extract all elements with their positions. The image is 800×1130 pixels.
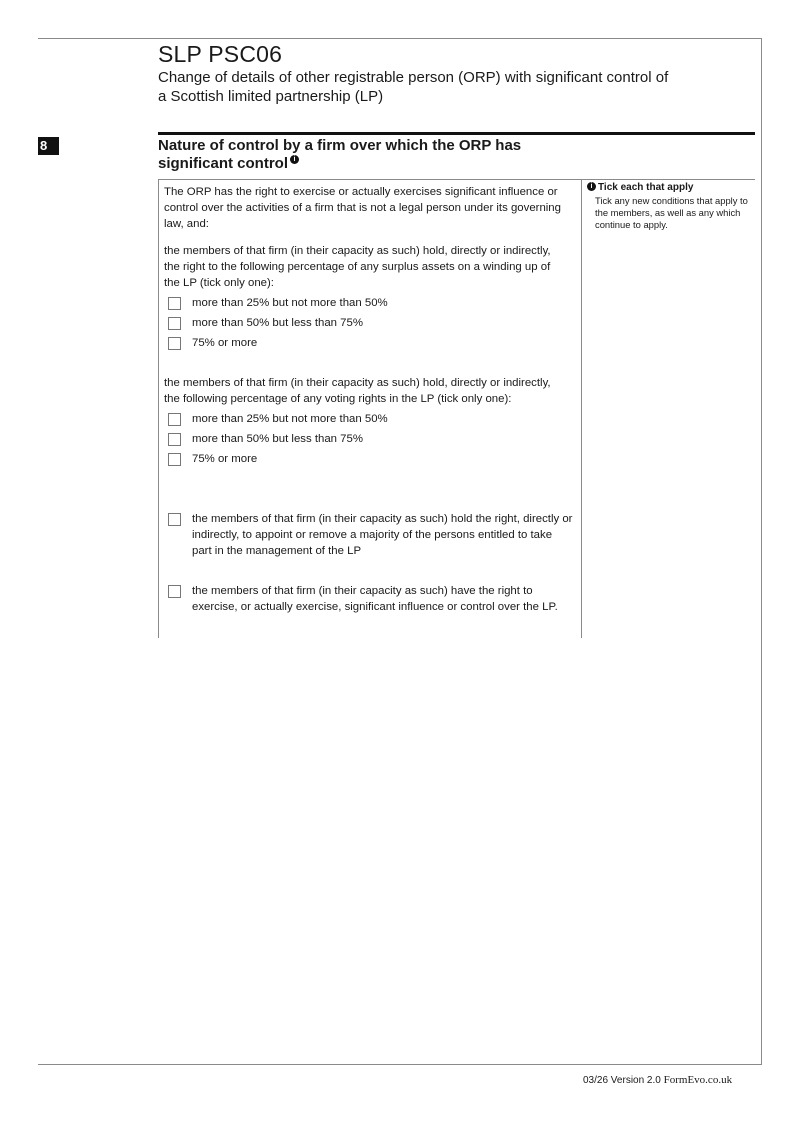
intro-text: The ORP has the right to exercise or actually exercises significant influence or control over the activities of a firm that is not a legal person under its governing law, and: (164, 186, 561, 230)
surplus-option-1-label: more than 25% but not more than 50% (192, 297, 388, 309)
form-box-left (158, 179, 159, 638)
voting-option-2-checkbox[interactable] (168, 433, 181, 446)
surplus-option-2-label: more than 50% but less than 75% (192, 317, 363, 329)
section-heading-text: Nature of control by a firm over which the ORP has significant control (158, 137, 522, 172)
guidance-body: Tick any new conditions that apply to the members, as well as any which continue to apply. (595, 195, 748, 230)
surplus-option-2[interactable] (168, 315, 363, 331)
voting-option-2[interactable] (168, 431, 363, 447)
guidance-info-icon: i (587, 182, 596, 191)
surplus-option-3-label: 75% or more (192, 337, 258, 349)
significant-influence-checkbox[interactable] (168, 585, 181, 598)
section-number: 8 (38, 137, 59, 155)
significant-influence-label: the members of that firm (in their capacity as such) have the right to exercise, or actually exercise, significant influence or control over the LP. (192, 585, 558, 613)
section-rule (158, 132, 755, 135)
significant-influence-option[interactable] (168, 583, 573, 615)
footer-version: 03/26 Version 2.0 (583, 1075, 661, 1086)
info-icon: i (290, 155, 299, 164)
appoint-remove-label: the members of that firm (in their capacity as such) hold the right, directly or indirectly, to appoint or remove a majority of the persons entitled to take part in the management of the LP (192, 513, 573, 557)
voting-rights-text: the members of that firm (in their capacity as such) hold, directly or indirectly, the following percentage of any voting rights in the LP (tick only one): (164, 377, 551, 405)
voting-option-1[interactable] (168, 411, 388, 427)
section-heading (158, 137, 538, 173)
voting-option-1-label: more than 25% but not more than 50% (192, 413, 388, 425)
top-rule (38, 38, 762, 39)
appoint-remove-checkbox[interactable] (168, 513, 181, 526)
voting-option-2-label: more than 50% but less than 75% (192, 433, 363, 445)
guidance-heading (587, 182, 693, 194)
voting-option-3-label: 75% or more (192, 453, 258, 465)
bottom-rule (38, 1064, 762, 1065)
form-box-right (581, 179, 582, 638)
appoint-remove-option[interactable] (168, 511, 573, 559)
form-box-top (158, 179, 582, 180)
form-code: SLP PSC06 (158, 41, 283, 67)
footer (583, 1073, 732, 1088)
guidance-heading-text: Tick each that apply (598, 182, 694, 193)
voting-option-1-checkbox[interactable] (168, 413, 181, 426)
surplus-option-2-checkbox[interactable] (168, 317, 181, 330)
voting-option-3-checkbox[interactable] (168, 453, 181, 466)
surplus-option-1[interactable] (168, 295, 388, 311)
footer-brand: FormEvo.co.uk (663, 1074, 733, 1086)
guidance-top-rule (581, 179, 755, 180)
surplus-option-3[interactable] (168, 335, 257, 351)
surplus-assets-text: the members of that firm (in their capacity as such) hold, directly or indirectly, the right to the following percentage of any surplus assets on a winding up of the LP (tick only one): (164, 245, 551, 289)
surplus-option-1-checkbox[interactable] (168, 297, 181, 310)
voting-option-3[interactable] (168, 451, 257, 467)
surplus-option-3-checkbox[interactable] (168, 337, 181, 350)
form-title: Change of details of other registrable person (ORP) with significant control of a Scottish limited partnership (LP) (158, 69, 669, 105)
right-rule (761, 38, 762, 1065)
